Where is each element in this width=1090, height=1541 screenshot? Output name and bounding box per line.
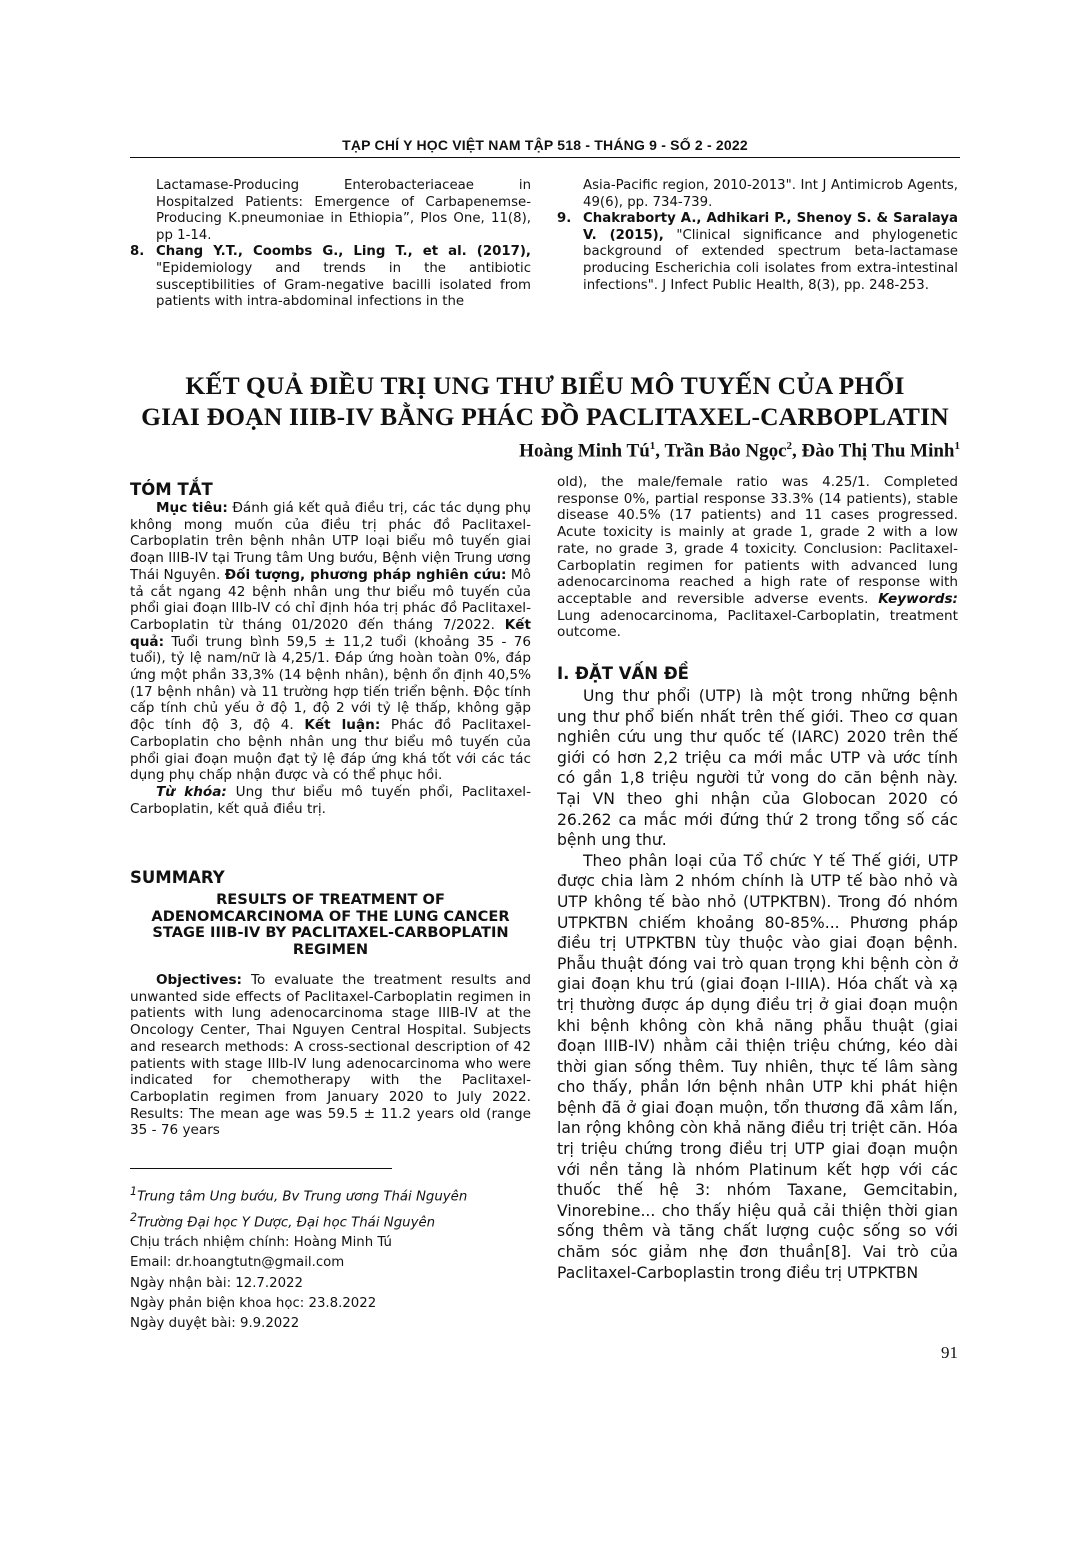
summary-continued: [557, 474, 958, 641]
article-title: [130, 370, 960, 432]
summary-paragraph: [130, 972, 531, 1139]
author-2-affiliation: 2: [786, 440, 793, 452]
author-1-affiliation: 1: [649, 440, 656, 452]
reference-authors: Chang Y.T., Coombs G., Ling T., et al. (2017),: [156, 244, 531, 260]
email: Email: dr.hoangtutn@gmail.com: [130, 1255, 345, 1271]
author-3: Đào Thị Thu Minh: [801, 440, 955, 462]
accepted-date: Ngày duyệt bài: 9.9.2022: [130, 1316, 300, 1332]
reference-authors: Chakraborty A., Adhikari P., Shenoy S. & Saralaya V. (2015),: [583, 211, 958, 243]
author-1: Hoàng Minh Tú: [519, 440, 650, 462]
received-date: Ngày nhận bài: 12.7.2022: [130, 1275, 303, 1291]
reference-text: "Epidemiology and trends in the antibiotic susceptibilities of Gram-negative bacilli isolated from patients with intra-abdominal infections in the: [156, 260, 531, 310]
author-3-affiliation: 1: [954, 440, 960, 452]
summary-body: [130, 972, 531, 1139]
abstract-heading: TÓM TẮT: [130, 480, 213, 499]
footnote-rule: [130, 1168, 392, 1169]
affiliation-2-sup: 2: [130, 1210, 138, 1224]
summary-continued-text: old), the male/female ratio was 4.25/1. Completed response 0%, partial response 33.3% (14 patients), stable disease 40.5% (17 patients) and 11 cases progressed. Acute toxicity is mainly at grade 1, grade 2 with a low rate, no grade 3, grade 4 toxicity. Conclusion: Paclitaxel-Carboplatin regimen for patients with advanced lung adenocarcinoma reached a high rate of response with acceptable and reversible adverse events.: [557, 474, 958, 607]
keywords-text: Ung thư biểu mô tuyến phổi, Paclitaxel-Carboplatin, kết quả điều trị.: [130, 783, 531, 817]
affiliation-2: [130, 1208, 531, 1234]
references-right: [557, 178, 958, 294]
objective-text: Đánh giá kết quả điều trị, các tác dụng phụ không mong muốn của điều trị phác đồ Paclitaxel-Carboplatin trên bệnh nhân UTP loại biểu mô tuyến giai đoạn IIIB-IV tại Trung tâm Ung bướu, Bệnh viện Trung ương Thái Nguyên.: [130, 500, 531, 583]
affiliation-1: [130, 1182, 531, 1208]
conclusion-label: Kết luận:: [304, 717, 381, 734]
title-line-2: GIAI ĐOẠN IIIB-IV BẰNG PHÁC ĐỒ PACLITAXEL-CARBOPLATIN: [141, 402, 949, 431]
author-2: Trần Bảo Ngọc: [664, 440, 787, 462]
methods-label: Đối tượng, phương pháp nghiên cứu:: [224, 566, 507, 583]
summary-title: RESULTS OF TREATMENT OF ADENOMCARCINOMA OF THE LUNG CANCER STAGE IIIB-IV BY PACLITAXEL-CARBOPLATIN REGIMEN: [151, 891, 510, 958]
abstract-vi: [130, 500, 531, 817]
methods-text: Mô tả cắt ngang 42 bệnh nhân ung thư biểu mô tuyến của phổi giai đoạn IIIb-IV có chỉ định hóa trị phác đồ Paclitaxel-Carboplatin từ tháng 01/2020 đến tháng 7/2022.: [130, 566, 531, 633]
reviewed-date: Ngày phản biện khoa học: 23.8.2022: [130, 1295, 377, 1311]
reference-9: [557, 211, 958, 294]
results-label: Kết quả:: [130, 616, 531, 650]
keywords-label-en: Keywords:: [878, 590, 958, 607]
objective-label: Mục tiêu:: [156, 500, 228, 516]
section-1-body: [557, 686, 958, 1283]
keywords-label: Từ khóa:: [156, 783, 227, 800]
section-1-paragraph-2: Theo phân loại của Tổ chức Y tế Thế giới, UTP được chia làm 2 nhóm chính là UTP tế bào nhỏ và UTP không tế bào nhỏ (UTPKTBN). Trong đó nhóm UTPKTBN chiếm khoảng 80-85%... Phương pháp điều trị UTPKTBN tùy thuộc vào giai đoạn bệnh. Phẫu thuật đóng vai trò quan trọng khi bệnh còn ở giai đoạn khu trú (giai đoạn I-IIIA). Hóa chất và xạ trị thường được áp dụng điều trị ở giai đoạn muộn khi bệnh không còn khả năng phẫu thuật (giai đoạn IIIB-IV) nhằm cải thiện triệu chứng, kéo dài thời gian sống thêm. Tuy nhiên, thực tế lâm sàng cho thấy, phần lớn bệnh nhân UTP khi phát hiện bệnh đã ở giai đoạn muộn, tổn thương đã xâm lấn, lan rộng không còn khả năng điều trị triệt căn. Hóa trị triệu chứng trong điều trị UTP giai đoạn muộn với nền tảng là nhóm Platinum kết hợp với các thuốc thế hệ 3: nhóm Taxane, Gemcitabin, Vinorebine... cho thấy hiệu quả cải thiện thời gian sống thêm và tăng chất lượng cuộc sống so với chăm sóc giảm nhẹ đơn thuần[8]. Vai trò của Paclitaxel-Carboplastin trong điều trị UTPKTBN: [557, 851, 958, 1282]
reference-8: [130, 244, 531, 310]
affiliation-1-sup: 1: [130, 1185, 138, 1198]
affiliation-2-text: Trường Đại học Y Dược, Đại học Thái Nguyên: [137, 1215, 436, 1231]
objectives-text: To evaluate the treatment results and unwanted side effects of Paclitaxel-Carboplatin regimen in patients with lung adenocarcinoma stage IIIB-IV at the Oncology Center, Thai Nguyen Central Hospital. Subjects and research methods: A cross-sectional description of 42 patients with stage IIIb-IV lung adenocarcinoma who were indicated for chemotherapy with the Paclitaxel-Carboplatin regimen from January 2020 to July 2022. Results: The mean age was 59.5 ± 11.2 years old (range 35 - 76 years: [130, 972, 531, 1139]
objectives-label: Objectives:: [156, 972, 242, 988]
conclusion-text: Phác đồ Paclitaxel-Carboplatin cho bệnh nhân ung thư biểu mô tuyến của phổi giai đoạn muộn đạt tỷ lệ đáp ứng khá tốt với các tác dụng phụ chấp nhận được và có thể phục hồi.: [130, 717, 532, 784]
journal-header: TẠP CHÍ Y HỌC VIỆT NAM TẬP 518 - THÁNG 9 - SỐ 2 - 2022: [342, 137, 748, 153]
reference-number: 8.: [130, 244, 145, 260]
results-text: Tuổi trung bình 59,5 ± 11,2 tuổi (khoảng 35 - 76 tuổi), tỷ lệ nam/nữ là 4,25/1. Đáp ứng hoàn toàn 0%, đáp ứng một phần 33,3% (14 bệnh nhân), bệnh ổn định 40,5% (17 bệnh nhân) và 11 trường hợp tiến triển bệnh. Độc tính cấp tính chủ yếu ở độ 1, độ 2 với tỷ lệ thấp, không gặp độc tính độ 3, độ 4.: [130, 633, 531, 734]
reference-text: "Clinical significance and phylogenetic background of extended spectrum beta-lactamase producing Escherichia coli isolates from extra-intestinal infections". J Infect Public Health, 8(3), pp. 248-253.: [583, 227, 958, 293]
header-rule: [130, 157, 960, 158]
footnotes: [130, 1182, 531, 1334]
section-1-paragraph-1: Ung thư phổi (UTP) là một trong những bệnh ung thư phổ biến nhất trên thế giới. Theo cơ quan nghiên cứu ung thư quốc tế (IARC) 2020 trên thế giới có hơn 2,2 triệu ca mới mắc UTP và ước tính có gần 1,8 triệu người tử vong do căn bệnh này. Tại VN theo ghi nhận của Globocan 2020 có 26.262 ca mắc mới đứng thứ 2 trong tổng số các bệnh ung thư.: [557, 687, 958, 850]
title-line-1: KẾT QUẢ ĐIỀU TRỊ UNG THƯ BIỂU MÔ TUYẾN CỦA PHỔI: [185, 371, 905, 400]
abstract-paragraph: [130, 500, 531, 784]
references-left: [130, 178, 531, 311]
responsible-author: Chịu trách nhiệm chính: Hoàng Minh Tú: [130, 1235, 392, 1251]
reference-number: 9.: [557, 211, 572, 227]
keywords-text-en: Lung adenocarcinoma, Paclitaxel-Carboplatin, treatment outcome.: [557, 607, 958, 641]
reference-continuation: Lactamase-Producing Enterobacteriaceae in Hospitalzed Patients: Emergence of Carbapenemse-Producing K.pneumoniae in Ethiopia”, Plos One, 11(8), pp 1-14.: [156, 178, 531, 243]
section-1-heading: I. ĐẶT VẤN ĐỀ: [557, 664, 689, 683]
reference-continuation: Asia-Pacific region, 2010-2013". Int J Antimicrob Agents, 49(6), pp. 734-739.: [583, 178, 958, 210]
summary-heading: SUMMARY: [130, 868, 225, 887]
keywords-paragraph: [130, 784, 531, 817]
affiliation-1-text: Trung tâm Ung bướu, Bv Trung ương Thái Nguyên: [137, 1189, 468, 1205]
authors: Hoàng Minh $Tú^1$, Trần Bảo Ngọc$^2$, Đào Thị Thu Minh$^1$: [519, 440, 960, 462]
page-number: 91: [941, 1343, 958, 1362]
